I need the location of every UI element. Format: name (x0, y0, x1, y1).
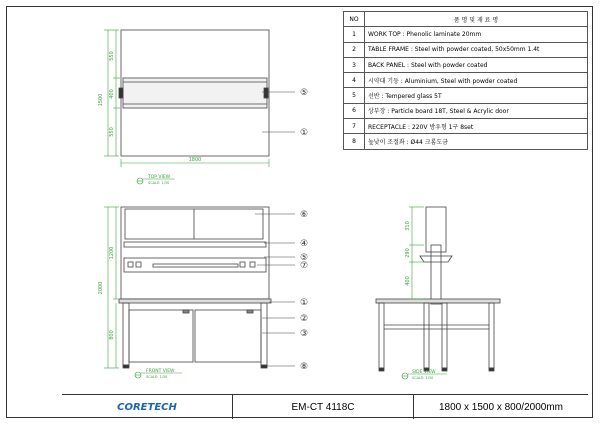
label-top-view: TOP VIEW (148, 175, 171, 180)
dim-side-b: 290 (405, 248, 411, 258)
spec-row-text: 상부장 : Particle board 18T, Steel & Acrylic door (365, 103, 588, 118)
spec-table-header (344, 12, 588, 27)
table-row (344, 57, 588, 72)
spec-row-text: WORK TOP : Phenolic laminate 20mm (365, 27, 588, 42)
callout-2: ② (300, 314, 309, 324)
spec-header-no: NO (344, 12, 365, 27)
spec-row-no: 5 (344, 88, 365, 103)
dim-top-depth: 1500 (98, 93, 104, 107)
callout-5: ⑤ (300, 253, 309, 263)
spec-row-text: 선반 : Tempered glass 5T (365, 88, 588, 103)
spec-table (343, 11, 588, 150)
label-front-view-scale: SCALE: 1/30 (146, 375, 168, 379)
dim-top-width: 1800 (188, 157, 202, 163)
spec-row-text: TABLE FRAME : Steel with powder coated, 50x50mm 1.4t (365, 42, 588, 57)
table-row (344, 119, 588, 134)
top-view-reagent-shelf (123, 78, 267, 108)
model-number: EM-CT 4118C (232, 395, 413, 419)
spec-row-no: 3 (344, 57, 365, 72)
spec-row-no: 2 (344, 42, 365, 57)
front-view-worktop (119, 299, 271, 303)
dim-front-lower: 800 (109, 330, 115, 340)
table-row (344, 88, 588, 103)
side-view-column (431, 245, 441, 304)
spec-row-text: BACK PANEL : Steel with powder coated (365, 57, 588, 72)
label-side-view-scale: SCALE: 1/30 (412, 376, 434, 380)
dim-top-part-b: 400 (109, 89, 115, 99)
spec-row-no: 6 (344, 103, 365, 118)
table-row (344, 27, 588, 42)
spec-header-material: 품 명 및 재 료 명 (365, 12, 588, 27)
front-view-upper-frame (121, 207, 269, 299)
callout-7: ⑦ (300, 261, 309, 271)
title-block (62, 394, 588, 419)
dim-side-a: 310 (405, 221, 411, 231)
spec-row-text: 높낮이 조절좌 : Ø44 크롬도금 (365, 134, 588, 149)
dim-front-total-height: 2000 (98, 281, 104, 295)
dim-top-part-c: 550 (109, 127, 115, 137)
front-view-back-panel-right (195, 310, 261, 362)
label-top-view-scale: SCALE: 1/30 (148, 181, 170, 185)
front-view-back-panel-left (129, 310, 193, 362)
callout-5-top: ⑤ (300, 88, 309, 98)
spec-row-no: 4 (344, 73, 365, 88)
dim-top-part-a: 550 (109, 51, 115, 61)
table-row (344, 103, 588, 118)
spec-row-no: 7 (344, 119, 365, 134)
callout-1: ① (300, 298, 309, 308)
callout-3: ③ (300, 329, 309, 339)
dim-side-c: 400 (405, 276, 411, 286)
spec-row-text: 시약대 기둥 : Aluminium, Steel with powder coated (365, 73, 588, 88)
callout-6: ⑥ (300, 210, 309, 220)
table-row (344, 134, 588, 149)
spec-row-text: RECEPTACLE : 220V 방우형 1구 8set (365, 119, 588, 134)
callout-8: ⑧ (300, 362, 309, 372)
brand-logo: CORETECH (117, 401, 177, 413)
callout-4: ④ (300, 239, 309, 249)
dim-front-upper: 1200 (109, 246, 115, 260)
callout-1-top: ① (300, 128, 309, 138)
product-size: 1800 x 1500 x 800/2000mm (413, 395, 588, 419)
side-view-worktop (376, 299, 500, 303)
table-row (344, 42, 588, 57)
table-row (344, 73, 588, 88)
label-side-view: SIDE VIEW (412, 370, 436, 375)
spec-row-no: 1 (344, 27, 365, 42)
label-front-view: FRONT VIEW (146, 369, 175, 374)
spec-row-no: 8 (344, 134, 365, 149)
